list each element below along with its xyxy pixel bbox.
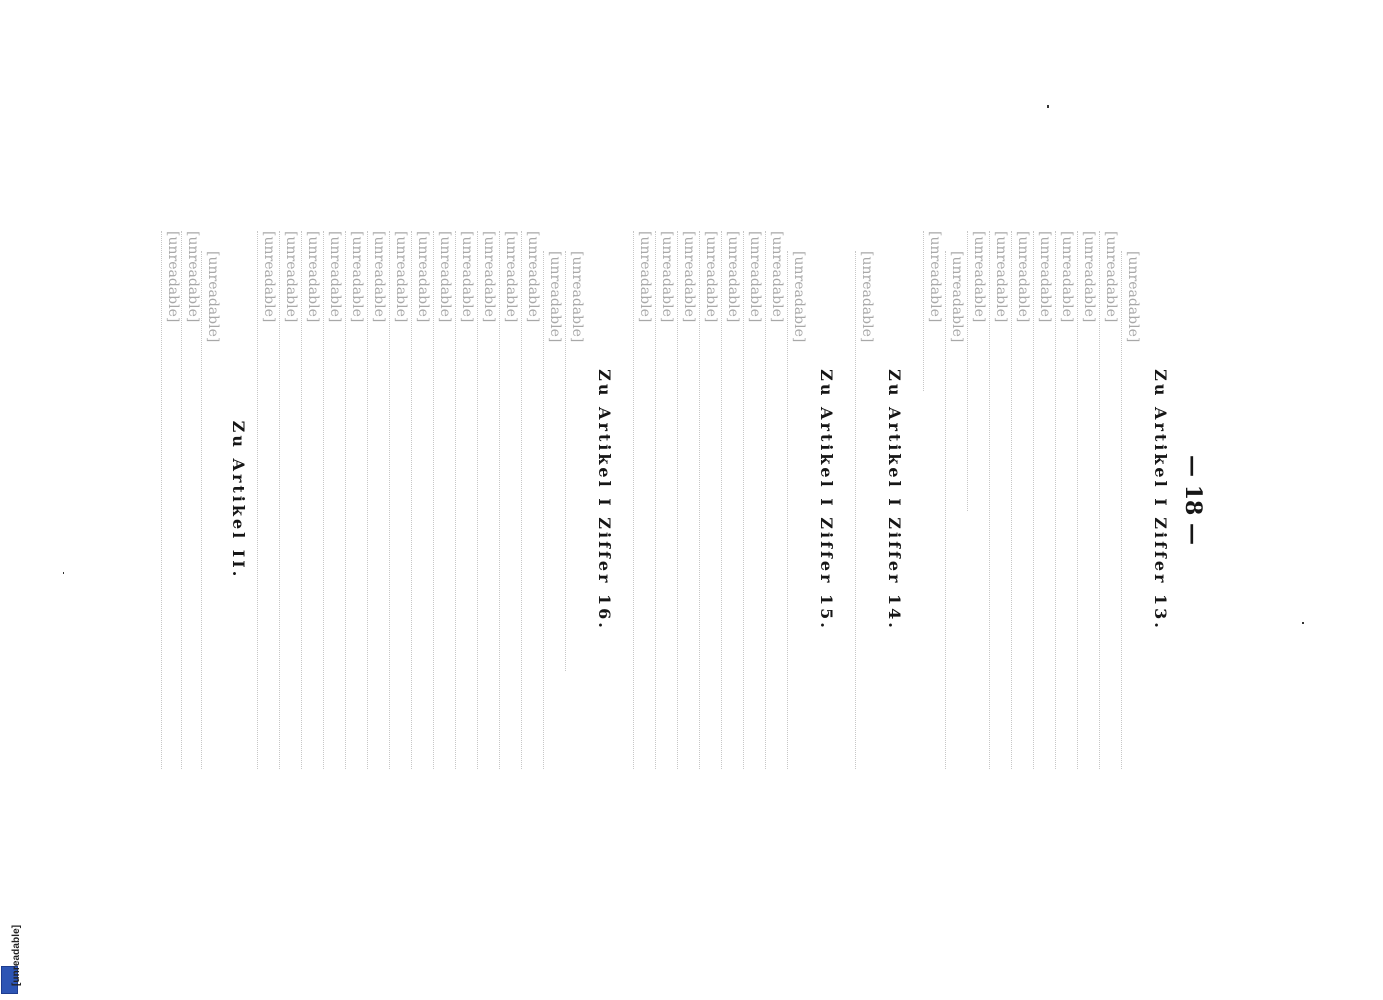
text-line: [unreadable] (565, 251, 588, 671)
scan-speck (63, 572, 64, 574)
text-line: [unreadable] (181, 231, 204, 769)
text-line: [unreadable] (433, 231, 456, 769)
text-line: [unreadable] (161, 231, 184, 769)
rotated-page-content (160, 215, 1210, 785)
scan-speck (1047, 105, 1049, 108)
text-line: [unreadable] (967, 231, 990, 511)
text-line: [unreadable] (1099, 231, 1122, 769)
section-heading: Zu Artikel II. (229, 420, 248, 580)
text-line: [unreadable] (367, 231, 390, 769)
page-number: — 18 — (1180, 455, 1206, 545)
text-line: [unreadable] (521, 231, 544, 769)
text-line: [unreadable] (989, 231, 1012, 769)
text-line: [unreadable] (945, 251, 968, 769)
text-line: [unreadable] (765, 231, 788, 769)
text-line: [unreadable] (201, 251, 224, 769)
scan-speck (1302, 622, 1304, 624)
text-line: [unreadable] (743, 231, 766, 769)
text-line: [unreadable] (345, 231, 368, 769)
text-line: [unreadable] (923, 231, 946, 391)
text-line: [unreadable] (279, 231, 302, 769)
text-line: [unreadable] (411, 231, 434, 769)
text-line: [unreadable] (677, 231, 700, 769)
text-line: [unreadable] (1011, 231, 1034, 769)
section-heading: Zu Artikel I Ziffer 16. (595, 369, 614, 631)
document-body (160, 215, 1210, 785)
text-line: [unreadable] (721, 231, 744, 769)
sidebar-attribution (0, 0, 22, 1000)
text-line: [unreadable] (655, 231, 678, 769)
text-line: [unreadable] (699, 231, 722, 769)
text-line: [unreadable] (257, 231, 280, 769)
text-line: [unreadable] (323, 231, 346, 769)
document-page (160, 215, 1210, 785)
section-heading: Zu Artikel I Ziffer 15. (817, 369, 836, 631)
section-heading: Zu Artikel I Ziffer 13. (1151, 369, 1170, 631)
attribution-text: [unreadable] (11, 924, 22, 986)
text-line: [unreadable] (455, 231, 478, 769)
text-line: [unreadable] (1033, 231, 1056, 769)
text-line: [unreadable] (1077, 231, 1100, 769)
text-line: [unreadable] (543, 251, 566, 769)
text-line: [unreadable] (1055, 231, 1078, 769)
section-heading: Zu Artikel I Ziffer 14. (885, 369, 904, 631)
text-line: [unreadable] (633, 231, 656, 769)
text-line: [unreadable] (855, 251, 878, 769)
text-line: [unreadable] (389, 231, 412, 769)
text-line: [unreadable] (499, 231, 522, 769)
text-line: [unreadable] (477, 231, 500, 769)
text-line: [unreadable] (1121, 251, 1144, 769)
text-line: [unreadable] (787, 251, 810, 769)
text-line: [unreadable] (301, 231, 324, 769)
